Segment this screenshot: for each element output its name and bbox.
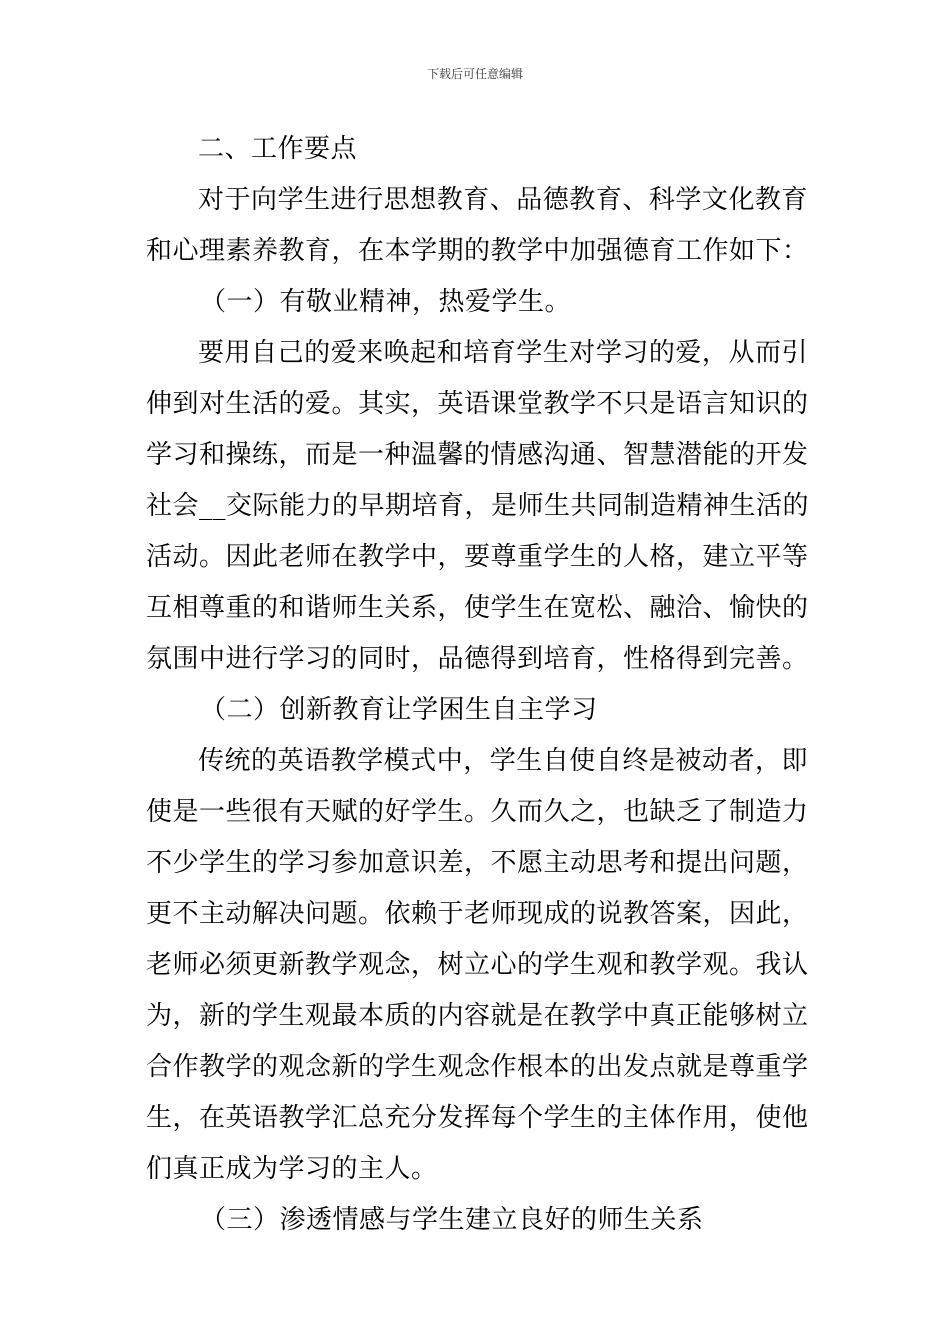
paragraph-line: 氛围中进行学习的同时，品德得到培育，性格得到完善。	[146, 644, 809, 674]
paragraph-line: 互相尊重的和谐师生关系，使学生在宽松、融洽、愉快的	[146, 593, 809, 623]
paragraph-line: 为，新的学生观最本质的内容就是在教学中真正能够树立	[146, 1001, 809, 1031]
paragraph-line: 要用自己的爱来唤起和培育学生对学习的爱，从而引	[198, 338, 808, 368]
paragraph-line: 伸到对生活的爱。其实，英语课堂教学不只是语言知识的	[146, 389, 809, 419]
paragraph-line: 使是一些很有天赋的好学生。久而久之，也缺乏了制造力	[146, 797, 809, 827]
page-header: 下载后可任意编辑	[426, 67, 523, 81]
paragraph-line: 传统的英语教学模式中，学生自使自终是被动者，即	[198, 746, 808, 776]
subsection-heading: （二）创新教育让学困生自主学习	[200, 695, 598, 725]
document-body	[146, 124, 808, 1246]
subsection-heading: （一）有敬业精神，热爱学生。	[200, 287, 572, 317]
paragraph-line: 更不主动解决问题。依赖于老师现成的说教答案，因此，	[146, 899, 809, 929]
paragraph-line: 不少学生的学习参加意识差，不愿主动思考和提出问题，	[146, 848, 809, 878]
paragraph-line: 合作教学的观念新的学生观念作根本的出发点就是尊重学	[146, 1052, 809, 1082]
paragraph-line: 学习和操练，而是一种温馨的情感沟通、智慧潜能的开发	[146, 440, 809, 470]
section-heading: 二、工作要点	[198, 134, 358, 164]
subsection-heading: （三）渗透情感与学生建立良好的师生关系	[200, 1205, 704, 1235]
paragraph-line: 们真正成为学习的主人。	[146, 1154, 438, 1184]
paragraph-line: 生，在英语教学汇总充分发挥每个学生的主体作用，使他	[146, 1103, 809, 1133]
paragraph-line: 老师必须更新教学观念，树立心的学生观和教学观。我认	[146, 950, 809, 980]
paragraph-line: 社会__交际能力的早期培育，是师生共同制造精神生活的	[146, 491, 810, 521]
paragraph-line: 对于向学生进行思想教育、品德教育、科学文化教育	[198, 185, 808, 215]
paragraph-line: 活动。因此老师在教学中，要尊重学生的人格，建立平等	[146, 542, 809, 572]
paragraph-line: 和心理素养教育，在本学期的教学中加强德育工作如下：	[146, 236, 809, 266]
